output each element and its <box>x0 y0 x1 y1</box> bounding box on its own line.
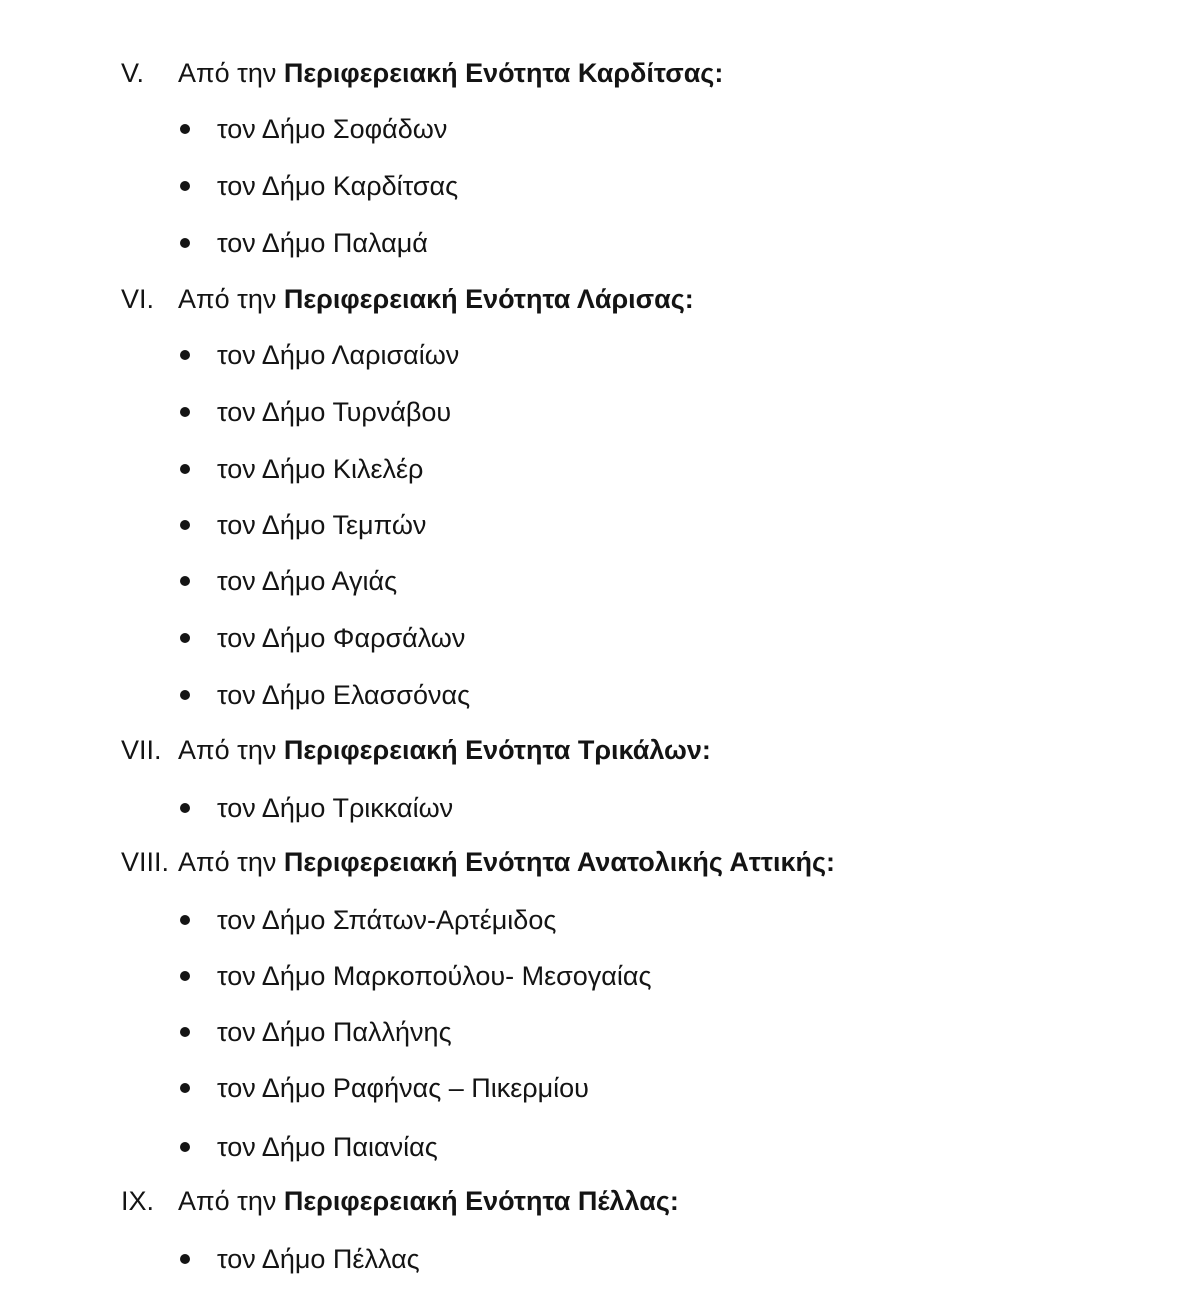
municipality-name: τον Δήμο Πέλλας <box>217 1244 420 1274</box>
bullet-icon <box>180 1254 190 1264</box>
section-numeral: VIII. <box>121 847 170 877</box>
bullet-icon <box>180 350 190 360</box>
municipality-name: τον Δήμο Παλλήνης <box>217 1017 452 1047</box>
section-title <box>178 730 711 770</box>
bullet-icon <box>180 633 190 643</box>
municipality-name: τον Δήμο Σοφάδων <box>217 114 448 144</box>
section-prefix: Από την <box>178 1186 284 1216</box>
municipality-name: τον Δήμο Τεμπών <box>217 510 427 540</box>
bullet-icon <box>180 690 190 700</box>
regional-unit-name: Περιφερειακή Ενότητα Τρικάλων: <box>283 735 711 765</box>
section-prefix: Από την <box>178 58 284 88</box>
municipality-name: τον Δήμο Ραφήνας – Πικερμίου <box>217 1073 589 1103</box>
bullet-icon <box>180 464 190 474</box>
regional-unit-name: Περιφερειακή Ενότητα Ανατολικής Αττικής: <box>283 847 836 877</box>
municipality-name: τον Δήμο Μαρκοπούλου- Μεσογαίας <box>217 961 652 991</box>
regional-unit-name: Περιφερειακή Ενότητα Λάρισας: <box>283 284 694 314</box>
section-numeral: IX. <box>121 1186 155 1216</box>
section-prefix: Από την <box>178 284 284 314</box>
bullet-icon <box>180 803 190 813</box>
regional-unit-name: Περιφερειακή Ενότητα Καρδίτσας: <box>283 58 724 88</box>
section-numeral: V. <box>121 58 145 88</box>
municipality-name: τον Δήμο Κιλελέρ <box>217 454 424 484</box>
bullet-icon <box>180 181 190 191</box>
bullet-icon <box>180 915 190 925</box>
section-numeral: VII. <box>121 735 162 765</box>
section-title <box>178 279 694 319</box>
bullet-icon <box>180 1027 190 1037</box>
municipality-name: τον Δήμο Αγιάς <box>217 566 398 596</box>
section-title <box>178 1181 679 1221</box>
regional-unit-name: Περιφερειακή Ενότητα Πέλλας: <box>283 1186 679 1216</box>
municipality-name: τον Δήμο Φαρσάλων <box>217 623 466 653</box>
municipality-name: τον Δήμο Τρικκαίων <box>217 793 454 823</box>
municipality-name: τον Δήμο Παλαμά <box>217 228 428 258</box>
municipality-name: τον Δήμο Παιανίας <box>217 1132 438 1162</box>
municipality-name: τον Δήμο Τυρνάβου <box>217 397 452 427</box>
municipality-name: τον Δήμο Καρδίτσας <box>217 171 459 201</box>
bullet-icon <box>180 1083 190 1093</box>
bullet-icon <box>180 124 190 134</box>
bullet-icon <box>180 1142 190 1152</box>
bullet-icon <box>180 971 190 981</box>
section-title <box>178 53 723 93</box>
bullet-icon <box>180 576 190 586</box>
bullet-icon <box>180 238 190 248</box>
section-title <box>178 842 835 882</box>
bullet-icon <box>180 520 190 530</box>
section-prefix: Από την <box>178 735 284 765</box>
municipality-name: τον Δήμο Λαρισαίων <box>217 340 460 370</box>
section-prefix: Από την <box>178 847 284 877</box>
section-numeral: VI. <box>121 284 155 314</box>
municipality-name: τον Δήμο Σπάτων-Αρτέμιδος <box>217 905 557 935</box>
municipality-name: τον Δήμο Ελασσόνας <box>217 680 471 710</box>
bullet-icon <box>180 407 190 417</box>
